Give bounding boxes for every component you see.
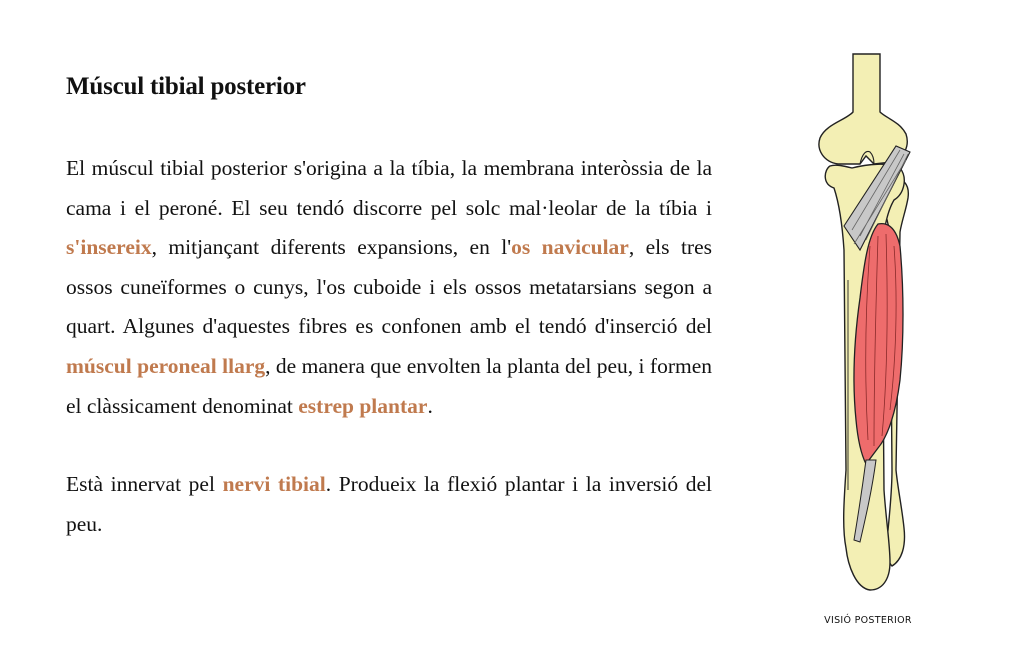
text-run: El múscul tibial posterior s'origina a la tíbia, la membrana interòssia de la cama i el peroné. El seu tendó discorre pel solc mal·leolar de la tíbia i (66, 156, 712, 220)
link-estrep-plantar[interactable]: estrep plantar (298, 393, 428, 418)
figure-caption: VISIÓ POSTERIOR (824, 615, 912, 626)
article (66, 68, 712, 544)
link-muscul-peroneal-llarg[interactable]: múscul peroneal llarg (66, 353, 266, 378)
paragraph-origin-insertion (66, 149, 712, 426)
paragraph-innervation (66, 465, 712, 544)
leg-anatomy-illustration (808, 50, 932, 600)
text-run: . (427, 393, 433, 418)
leg-illustration-svg (808, 50, 932, 600)
text-run: , de manera que envolten la planta del peu, i formen el clàssicament denominat (66, 353, 712, 418)
link-nervi-tibial[interactable]: nervi tibial (222, 472, 326, 497)
link-os-navicular[interactable]: os navicular (511, 235, 629, 260)
link-sinsereix[interactable]: s'insereix (66, 235, 152, 260)
page-title: Múscul tibial posterior (66, 73, 306, 100)
text-run: , mitjançant diferents expansions, en l' (151, 235, 512, 260)
text-run: Està innervat pel (66, 472, 223, 497)
text-run: , els tres ossos cuneïformes o cunys, l'os cuboide i els ossos metatarsians segon a quart. Algunes d'aquestes fibres es confonen amb el tendó d'inserció del (66, 235, 712, 339)
text-run: . Produeix la flexió plantar i la inversió del peu. (66, 472, 712, 536)
femur-bone (819, 54, 907, 164)
